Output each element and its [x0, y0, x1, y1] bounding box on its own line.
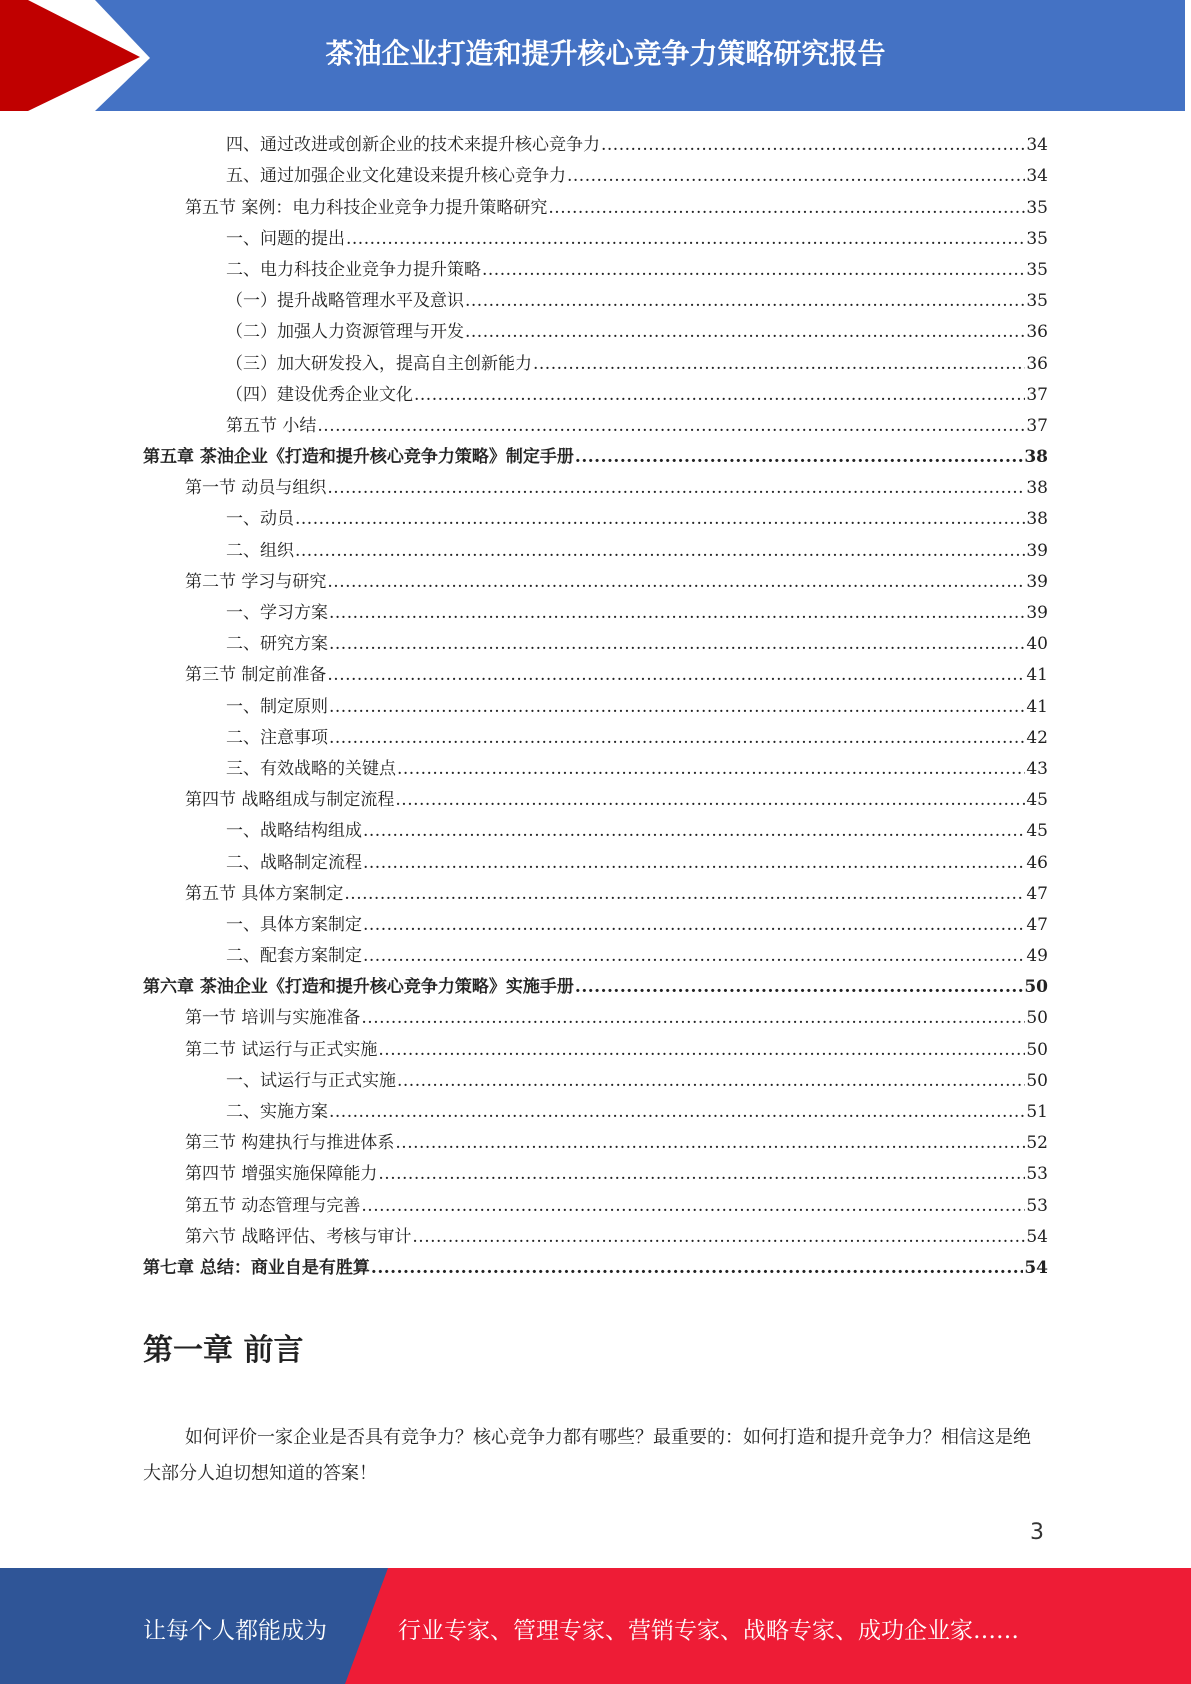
page-number: 3 [1030, 1520, 1044, 1545]
toc-page-number: 35 [1026, 291, 1048, 312]
toc-entry-title: 一、试运行与正式实施 [226, 1070, 396, 1091]
toc-entry[interactable] [143, 1097, 1048, 1128]
toc-entry-title: 四、通过改进或创新企业的技术来提升核心竞争力 [226, 135, 600, 156]
toc-entry[interactable] [143, 785, 1048, 816]
toc-leader-dots [344, 879, 1025, 910]
toc-entry[interactable] [143, 286, 1048, 317]
toc-leader-dots [378, 1159, 1025, 1190]
toc-entry-title: 第五节 动态管理与完善 [185, 1195, 361, 1216]
toc-page-number: 49 [1026, 946, 1048, 967]
toc-entry[interactable] [143, 691, 1048, 722]
toc-leader-dots [465, 286, 1025, 317]
toc-leader-dots [378, 1035, 1025, 1066]
toc-entry-title: 第一节 培训与实施准备 [185, 1008, 361, 1029]
toc-entry[interactable] [143, 1159, 1048, 1190]
toc-entry[interactable] [143, 723, 1048, 754]
toc-page-number: 52 [1026, 1133, 1048, 1154]
toc-entry-title: 一、动员 [226, 509, 294, 530]
toc-entry-title: 第三节 制定前准备 [185, 665, 327, 686]
toc-leader-dots [329, 629, 1025, 660]
toc-entry[interactable] [143, 1003, 1048, 1034]
toc-entry-title: 一、学习方案 [226, 603, 328, 623]
toc-leader-dots [329, 1097, 1025, 1128]
toc-page-number: 41 [1026, 696, 1048, 717]
toc-leader-dots [317, 411, 1025, 442]
toc-entry-title: （四）建设优秀企业文化 [226, 384, 413, 405]
toc-entry[interactable] [143, 161, 1048, 192]
toc-page-number: 47 [1026, 883, 1048, 904]
toc-entry[interactable] [143, 879, 1048, 910]
toc-leader-dots [363, 848, 1025, 879]
toc-leader-dots [414, 380, 1025, 411]
toc-entry[interactable] [143, 504, 1048, 535]
toc-entry[interactable] [143, 348, 1048, 379]
toc-entry-title: 二、实施方案 [226, 1102, 328, 1122]
toc-entry-title: 第四节 战略组成与制定流程 [185, 790, 395, 811]
toc-entry[interactable] [143, 1222, 1048, 1253]
toc-page-number: 54 [1024, 1257, 1048, 1278]
toc-entry-title: 第三节 构建执行与推进体系 [185, 1133, 395, 1154]
toc-page-number: 53 [1026, 1164, 1048, 1185]
toc-entry-title: 第五节 案例：电力科技企业竞争力提升策略研究 [185, 197, 548, 218]
toc-leader-dots [397, 1066, 1025, 1097]
footer-slogan-right: 行业专家、管理专家、营销专家、战略专家、成功企业家…… [398, 1618, 1019, 1644]
toc-page-number: 40 [1026, 634, 1048, 655]
toc-entry[interactable] [143, 629, 1048, 660]
toc-entry[interactable] [143, 255, 1048, 286]
toc-leader-dots [329, 692, 1025, 723]
toc-leader-dots [361, 1003, 1025, 1034]
toc-entry-title: 第六节 战略评估、考核与审计 [185, 1226, 412, 1247]
toc-entry[interactable] [143, 1066, 1048, 1097]
toc-leader-dots [327, 567, 1025, 598]
toc-leader-dots [371, 1253, 1023, 1284]
toc-leader-dots [465, 317, 1025, 348]
toc-entry-title: 第一节 动员与组织 [185, 478, 327, 499]
header-title: 茶油企业打造和提升核心竞争力策略研究报告 [325, 37, 886, 70]
toc-entry-title: （二）加强人力资源管理与开发 [226, 322, 464, 343]
toc-page-number: 39 [1026, 571, 1048, 592]
toc-page-number: 47 [1026, 914, 1048, 935]
toc-leader-dots [329, 723, 1025, 754]
toc-page-number: 53 [1026, 1195, 1048, 1216]
toc-entry[interactable] [143, 442, 1048, 473]
toc-page-number: 45 [1026, 790, 1048, 811]
toc-page-number: 38 [1024, 447, 1048, 468]
toc-entry-title: 二、电力科技企业竞争力提升策略 [226, 259, 481, 280]
toc-entry[interactable] [143, 1034, 1048, 1065]
toc-page-number: 34 [1026, 135, 1048, 156]
toc-entry-title: （一）提升战略管理水平及意识 [226, 291, 464, 312]
toc-page-number: 35 [1026, 197, 1048, 218]
toc-entry-title: 一、具体方案制定 [226, 914, 362, 935]
toc-entry[interactable] [143, 130, 1048, 161]
toc-page-number: 54 [1026, 1226, 1048, 1247]
toc-entry[interactable] [143, 972, 1048, 1003]
toc-entry[interactable] [143, 660, 1048, 691]
toc-entry-title: 一、战略结构组成 [226, 821, 362, 842]
toc-entry[interactable] [143, 754, 1048, 785]
toc-leader-dots [533, 349, 1025, 380]
toc-leader-dots [327, 660, 1025, 691]
toc-leader-dots [567, 161, 1025, 192]
toc-leader-dots [346, 224, 1025, 255]
toc-entry-title: 二、战略制定流程 [226, 852, 362, 873]
toc-entry-title: 第五章 茶油企业《打造和提升核心竞争力策略》制定手册 [143, 447, 574, 468]
toc-leader-dots [575, 442, 1023, 473]
toc-leader-dots [482, 255, 1025, 286]
toc-entry[interactable] [143, 535, 1048, 566]
toc-page-number: 39 [1026, 603, 1048, 623]
toc-page-number: 38 [1026, 478, 1048, 499]
toc-entry-title: （三）加大研发投入，提高自主创新能力 [226, 353, 532, 374]
toc-page-number: 35 [1026, 259, 1048, 280]
toc-page-number: 36 [1026, 353, 1048, 374]
toc-leader-dots [395, 1128, 1025, 1159]
toc-entry-title: 第五节 小结 [226, 415, 317, 436]
toc-entry-title: 第二节 学习与研究 [185, 571, 327, 592]
toc-entry[interactable] [143, 224, 1048, 255]
toc-leader-dots [601, 130, 1025, 161]
toc-entry[interactable] [143, 847, 1048, 878]
toc-page-number: 34 [1026, 166, 1048, 187]
page-footer [0, 1568, 1191, 1684]
toc-entry-title: 二、配套方案制定 [226, 946, 362, 967]
toc-leader-dots [295, 536, 1025, 567]
toc-entry[interactable] [143, 567, 1048, 598]
toc-leader-dots [548, 193, 1025, 224]
toc-entry-title: 第五节 具体方案制定 [185, 883, 344, 904]
toc-entry[interactable] [143, 317, 1048, 348]
toc-page-number: 37 [1026, 384, 1048, 405]
toc-leader-dots [361, 1191, 1025, 1222]
page-header [0, 0, 1191, 111]
toc-leader-dots [363, 941, 1025, 972]
toc-page-number: 51 [1026, 1102, 1048, 1122]
toc-page-number: 41 [1026, 665, 1048, 686]
toc-entry-title: 一、问题的提出 [226, 228, 345, 249]
toc-page-number: 45 [1026, 821, 1048, 842]
toc-entry[interactable] [143, 1253, 1048, 1284]
table-of-contents [143, 130, 1048, 1284]
toc-page-number: 43 [1026, 758, 1048, 779]
toc-entry-title: 二、组织 [226, 540, 294, 561]
toc-entry-title: 第四节 增强实施保障能力 [185, 1164, 378, 1185]
toc-entry-title: 第七章 总结：商业自是有胜算 [143, 1257, 370, 1278]
chapter-heading: 第一章 前言 [143, 1333, 304, 1368]
toc-entry[interactable] [143, 1190, 1048, 1221]
toc-entry-title: 第二节 试运行与正式实施 [185, 1039, 378, 1060]
toc-entry[interactable] [143, 380, 1048, 411]
toc-page-number: 37 [1026, 415, 1048, 436]
toc-entry[interactable] [143, 411, 1048, 442]
toc-leader-dots [395, 785, 1025, 816]
toc-leader-dots [575, 972, 1023, 1003]
toc-entry-title: 二、研究方案 [226, 634, 328, 655]
toc-page-number: 36 [1026, 322, 1048, 343]
toc-leader-dots [363, 910, 1025, 941]
toc-leader-dots [363, 816, 1025, 847]
toc-page-number: 50 [1026, 1070, 1048, 1091]
toc-entry-title: 三、有效战略的关键点 [226, 758, 396, 779]
toc-entry-title: 五、通过加强企业文化建设来提升核心竞争力 [226, 166, 566, 187]
toc-page-number: 50 [1026, 1039, 1048, 1060]
toc-entry[interactable] [143, 816, 1048, 847]
toc-leader-dots [397, 754, 1025, 785]
toc-entry[interactable] [143, 192, 1048, 223]
toc-entry[interactable] [143, 473, 1048, 504]
toc-entry[interactable] [143, 941, 1048, 972]
toc-page-number: 50 [1024, 977, 1048, 998]
body-paragraph: 如何评价一家企业是否具有竞争力？核心竞争力都有哪些？最重要的：如何打造和提升竞争力？相信这是绝大部分人迫切想知道的答案！ [143, 1427, 1031, 1484]
toc-entry-title: 一、制定原则 [226, 696, 328, 717]
toc-entry[interactable] [143, 910, 1048, 941]
toc-page-number: 42 [1026, 727, 1048, 748]
toc-page-number: 39 [1026, 540, 1048, 561]
toc-leader-dots [412, 1222, 1025, 1253]
toc-leader-dots [327, 473, 1025, 504]
toc-page-number: 38 [1026, 509, 1048, 530]
footer-slogan-left: 让每个人都能成为 [143, 1618, 327, 1644]
toc-entry[interactable] [143, 1128, 1048, 1159]
toc-entry[interactable] [143, 598, 1048, 629]
toc-leader-dots [329, 598, 1025, 629]
toc-page-number: 46 [1026, 852, 1048, 873]
toc-page-number: 50 [1026, 1008, 1048, 1029]
toc-entry-title: 二、注意事项 [226, 727, 328, 748]
toc-entry-title: 第六章 茶油企业《打造和提升核心竞争力策略》实施手册 [143, 977, 574, 998]
toc-leader-dots [295, 504, 1025, 535]
toc-page-number: 35 [1026, 228, 1048, 249]
